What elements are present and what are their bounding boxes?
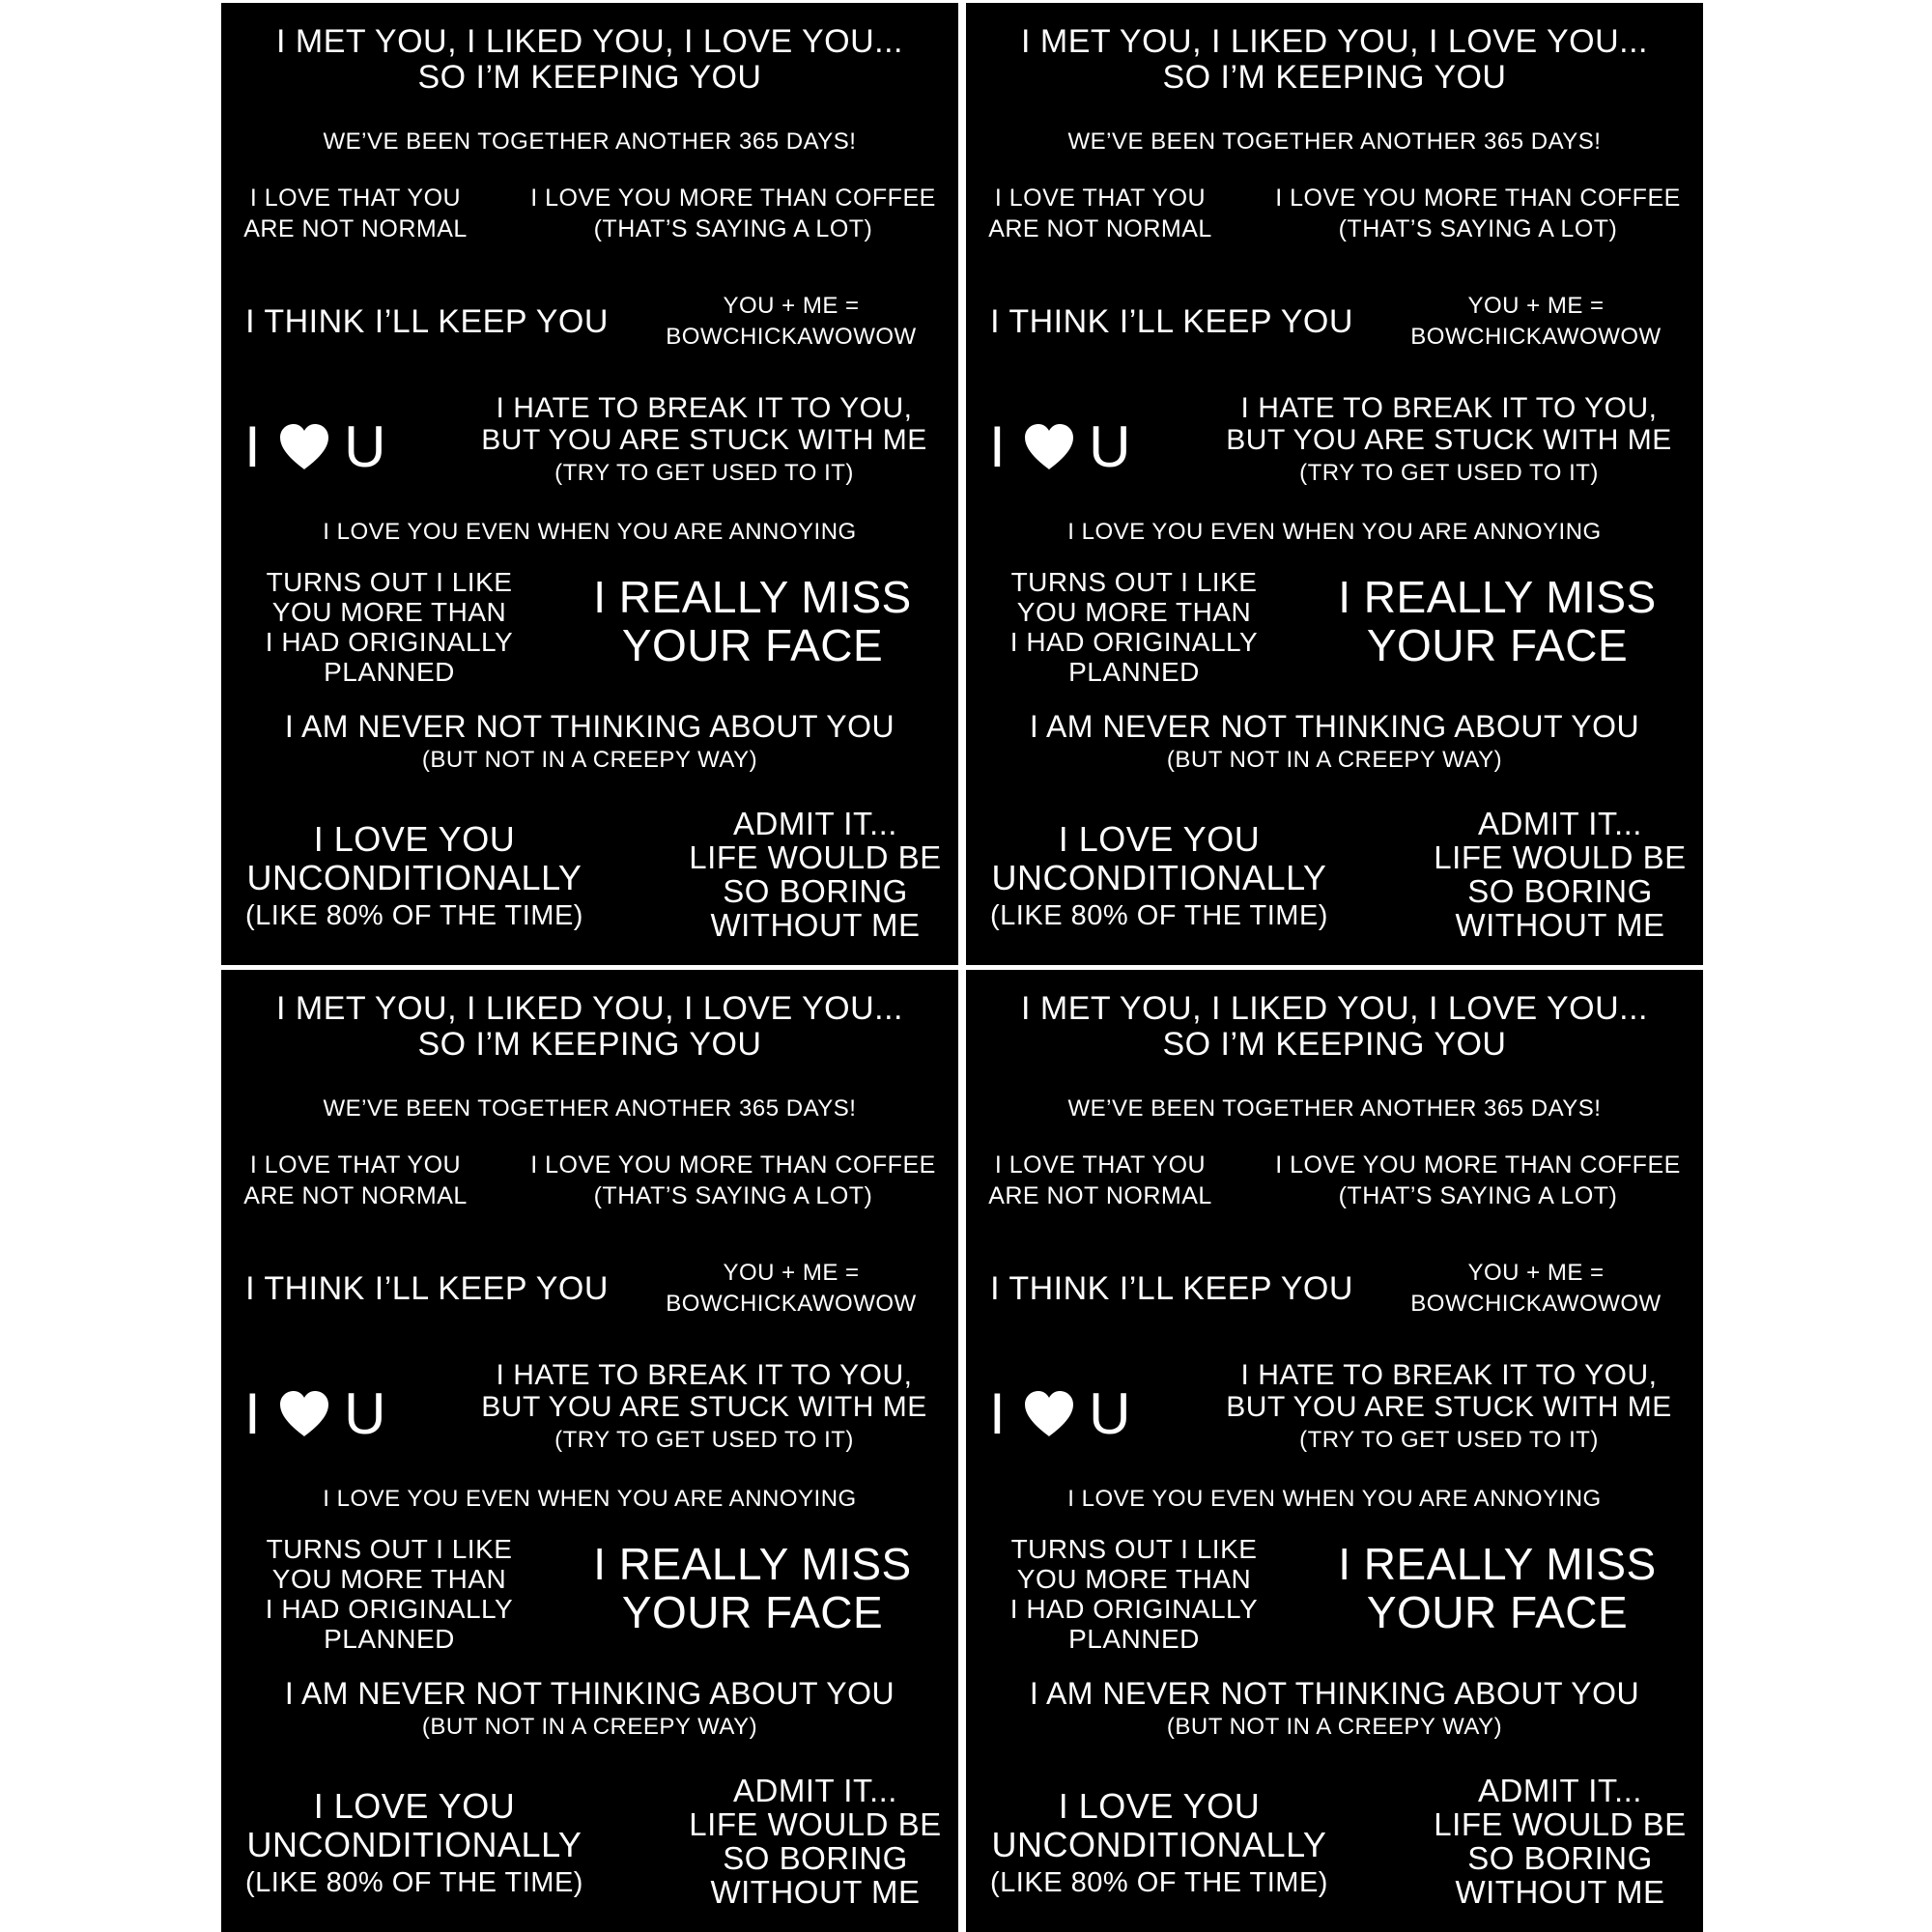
- break-it-text: I HATE TO BREAK IT TO YOU, BUT YOU ARE STUCK WITH ME (TRY TO GET USED TO IT): [481, 1359, 927, 1453]
- never-text: I AM NEVER NOT THINKING ABOUT YOU (BUT NOT IN A CREEPY WAY): [284, 709, 895, 773]
- keep-text: I THINK I’LL KEEP YOU: [990, 303, 1353, 340]
- bow-text: YOU + ME = BOWCHICKAWOWOW: [666, 293, 917, 350]
- miss-face-text: I REALLY MISS YOUR FACE: [593, 1539, 912, 1637]
- heart-icon: [1023, 1390, 1075, 1438]
- break-it-text: I HATE TO BREAK IT TO YOU, BUT YOU ARE STUCK WITH ME (TRY TO GET USED TO IT): [1226, 1359, 1672, 1453]
- never-text: I AM NEVER NOT THINKING ABOUT YOU (BUT NOT IN A CREEPY WAY): [1029, 709, 1640, 773]
- headline: I MET YOU, I LIKED YOU, I LOVE YOU... SO I’M KEEPING YOU: [276, 23, 903, 96]
- anniversary-text: WE’VE BEEN TOGETHER ANOTHER 365 DAYS!: [1067, 1095, 1602, 1122]
- keep-text: I THINK I’LL KEEP YOU: [990, 1270, 1353, 1307]
- i-heart-u: I U: [989, 414, 1132, 480]
- i-heart-u: I U: [244, 414, 387, 480]
- card-panel: [221, 3, 958, 965]
- turns-out-text: TURNS OUT I LIKE YOU MORE THAN I HAD ORIGINALLY PLANNED: [265, 567, 514, 687]
- heart-icon: [278, 1390, 330, 1438]
- headline: I MET YOU, I LIKED YOU, I LOVE YOU... SO I’M KEEPING YOU: [1021, 990, 1648, 1063]
- unconditional-text: I LOVE YOU UNCONDITIONALLY (LIKE 80% OF THE TIME): [990, 819, 1328, 931]
- turns-out-text: TURNS OUT I LIKE YOU MORE THAN I HAD ORIGINALLY PLANNED: [1009, 567, 1259, 687]
- keep-text: I THINK I’LL KEEP YOU: [245, 303, 609, 340]
- miss-face-text: I REALLY MISS YOUR FACE: [1338, 1539, 1657, 1637]
- coffee-text: I LOVE YOU MORE THAN COFFEE (THAT’S SAYING A LOT): [1275, 1151, 1681, 1209]
- unconditional-text: I LOVE YOU UNCONDITIONALLY (LIKE 80% OF THE TIME): [245, 819, 583, 931]
- bow-text: YOU + ME = BOWCHICKAWOWOW: [1410, 1260, 1662, 1317]
- not-normal-text: I LOVE THAT YOU ARE NOT NORMAL: [988, 185, 1212, 242]
- admit-text: ADMIT IT... LIFE WOULD BE SO BORING WITHOUT ME: [689, 1773, 942, 1910]
- heart-icon: [278, 423, 330, 471]
- unconditional-text: I LOVE YOU UNCONDITIONALLY (LIKE 80% OF THE TIME): [990, 1786, 1328, 1898]
- anniversary-text: WE’VE BEEN TOGETHER ANOTHER 365 DAYS!: [323, 1095, 857, 1122]
- break-it-text: I HATE TO BREAK IT TO YOU, BUT YOU ARE STUCK WITH ME (TRY TO GET USED TO IT): [1226, 392, 1672, 486]
- coffee-text: I LOVE YOU MORE THAN COFFEE (THAT’S SAYING A LOT): [1275, 185, 1681, 242]
- miss-face-text: I REALLY MISS YOUR FACE: [593, 572, 912, 670]
- bow-text: YOU + ME = BOWCHICKAWOWOW: [1410, 293, 1662, 350]
- anniversary-text: WE’VE BEEN TOGETHER ANOTHER 365 DAYS!: [1067, 128, 1602, 155]
- coffee-text: I LOVE YOU MORE THAN COFFEE (THAT’S SAYING A LOT): [530, 1151, 936, 1209]
- annoying-text: I LOVE YOU EVEN WHEN YOU ARE ANNOYING: [1067, 1486, 1602, 1512]
- anniversary-text: WE’VE BEEN TOGETHER ANOTHER 365 DAYS!: [323, 128, 857, 155]
- unconditional-text: I LOVE YOU UNCONDITIONALLY (LIKE 80% OF THE TIME): [245, 1786, 583, 1898]
- admit-text: ADMIT IT... LIFE WOULD BE SO BORING WITHOUT ME: [1434, 806, 1687, 943]
- i-heart-u: I U: [244, 1381, 387, 1447]
- turns-out-text: TURNS OUT I LIKE YOU MORE THAN I HAD ORIGINALLY PLANNED: [1009, 1534, 1259, 1654]
- headline: I MET YOU, I LIKED YOU, I LOVE YOU... SO I’M KEEPING YOU: [276, 990, 903, 1063]
- not-normal-text: I LOVE THAT YOU ARE NOT NORMAL: [243, 1151, 468, 1209]
- coffee-text: I LOVE YOU MORE THAN COFFEE (THAT’S SAYING A LOT): [530, 185, 936, 242]
- never-text: I AM NEVER NOT THINKING ABOUT YOU (BUT NOT IN A CREEPY WAY): [284, 1676, 895, 1740]
- not-normal-text: I LOVE THAT YOU ARE NOT NORMAL: [988, 1151, 1212, 1209]
- headline: I MET YOU, I LIKED YOU, I LOVE YOU... SO I’M KEEPING YOU: [1021, 23, 1648, 96]
- never-text: I AM NEVER NOT THINKING ABOUT YOU (BUT NOT IN A CREEPY WAY): [1029, 1676, 1640, 1740]
- admit-text: ADMIT IT... LIFE WOULD BE SO BORING WITHOUT ME: [689, 806, 942, 943]
- card-panel: [966, 3, 1703, 965]
- annoying-text: I LOVE YOU EVEN WHEN YOU ARE ANNOYING: [323, 519, 857, 545]
- card-panel: [221, 970, 958, 1932]
- keep-text: I THINK I’LL KEEP YOU: [245, 1270, 609, 1307]
- turns-out-text: TURNS OUT I LIKE YOU MORE THAN I HAD ORIGINALLY PLANNED: [265, 1534, 514, 1654]
- not-normal-text: I LOVE THAT YOU ARE NOT NORMAL: [243, 185, 468, 242]
- admit-text: ADMIT IT... LIFE WOULD BE SO BORING WITHOUT ME: [1434, 1773, 1687, 1910]
- annoying-text: I LOVE YOU EVEN WHEN YOU ARE ANNOYING: [1067, 519, 1602, 545]
- i-heart-u: I U: [989, 1381, 1132, 1447]
- bow-text: YOU + ME = BOWCHICKAWOWOW: [666, 1260, 917, 1317]
- miss-face-text: I REALLY MISS YOUR FACE: [1338, 572, 1657, 670]
- break-it-text: I HATE TO BREAK IT TO YOU, BUT YOU ARE STUCK WITH ME (TRY TO GET USED TO IT): [481, 392, 927, 486]
- annoying-text: I LOVE YOU EVEN WHEN YOU ARE ANNOYING: [323, 1486, 857, 1512]
- heart-icon: [1023, 423, 1075, 471]
- card-panel: [966, 970, 1703, 1932]
